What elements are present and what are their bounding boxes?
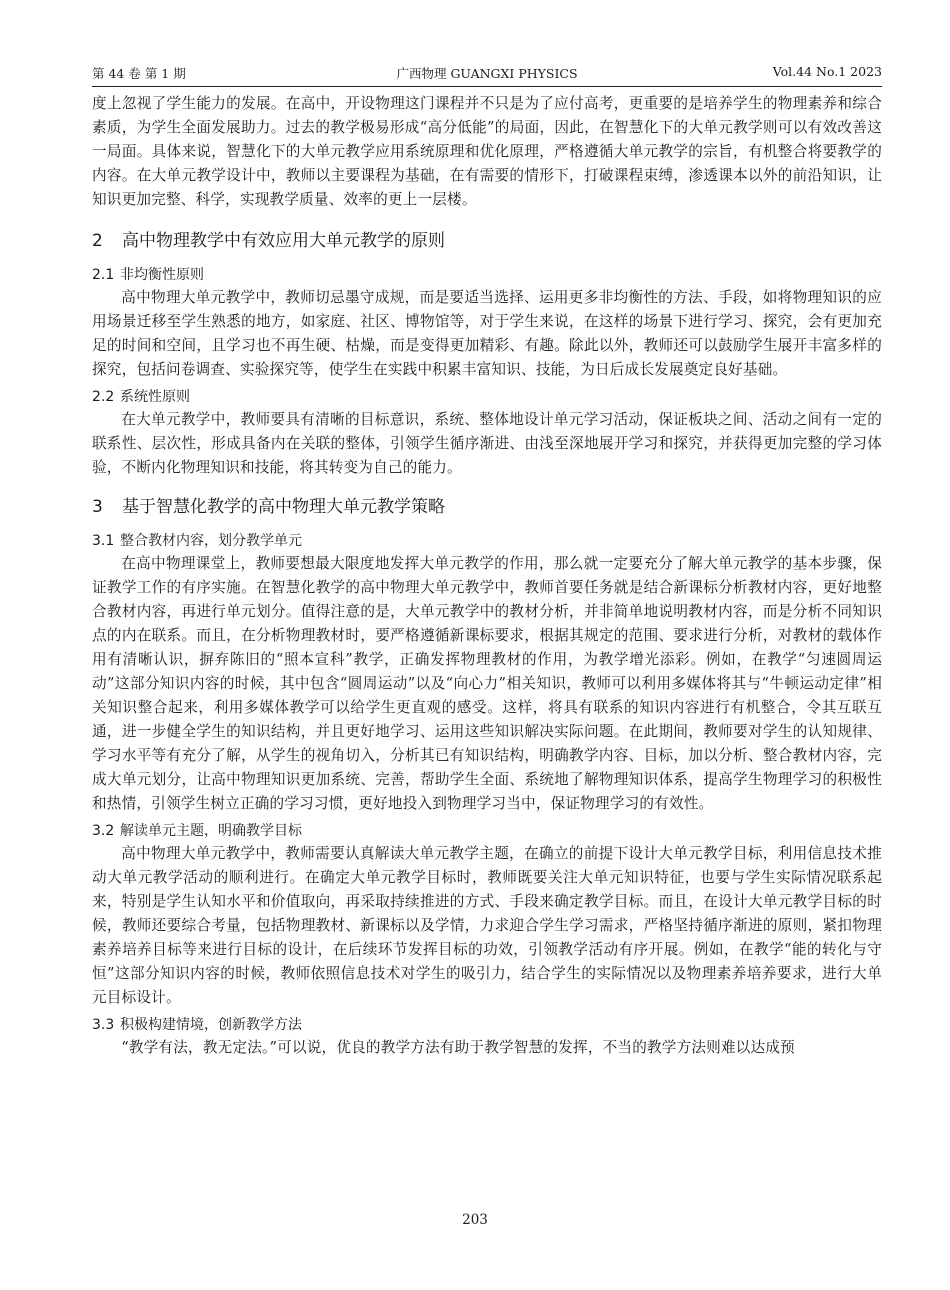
- paragraph-2-2: 在大单元教学中，教师要具有清晰的目标意识，系统、整体地设计单元学习活动，保证板块之间、活动之间有一定的联系性、层次性，形成具备内在关联的整体，引领学生循序渐进、由浅至深地展开学习和探究，并获得更加完整的学习体验，不断内化物理知识和技能，将其转变为自己的能力。: [92, 411, 882, 476]
- subsection-3-1-heading: [92, 530, 882, 552]
- subsection-title: 非均衡性原则: [120, 267, 204, 283]
- section-title: 基于智慧化教学的高中物理大单元教学策略: [122, 497, 445, 517]
- subsection-number: 2.1: [92, 267, 115, 283]
- subsection-number: 3.2: [92, 823, 115, 839]
- subsection-3-2-heading: [92, 820, 882, 842]
- journal-volume-issue: 第 44 卷 第 1 期: [92, 66, 186, 81]
- page-number: 203: [462, 1212, 488, 1228]
- running-header: [92, 60, 882, 87]
- subsection-2-2-heading: [92, 386, 882, 408]
- paragraph-3-2: 高中物理大单元教学中，教师需要认真解读大单元教学主题，在确立的前提下设计大单元教学目标，利用信息技术推动大单元教学活动的顺利进行。在确定大单元教学目标时，教师既要关注大单元知识特征，也要与学生实际情况联系起来，特别是学生认知水平和价值取向，再采取持续推进的方式、手段来确定教学目标。而且，在设计大单元教学目标的时候，教师还要综合考量，包括物理教材、新课标以及学情，力求迎合学生学习需求，严格坚持循序渐进的原则，紧扣物理素养培养目标等来进行目标的设计，在后续环节发挥目标的功效，引领教学活动有序开展。例如，在教学“能的转化与守恒”这部分知识内容的时候，教师依照信息技术对学生的吸引力，结合学生的实际情况以及物理素养培养要求，进行大单元目标设计。: [92, 845, 882, 1006]
- subsection-3-3-heading: [92, 1014, 882, 1036]
- section-title: 高中物理教学中有效应用大单元教学的原则: [122, 231, 445, 251]
- paragraph-3-1: 在高中物理课堂上，教师要想最大限度地发挥大单元教学的作用，那么就一定要充分了解大单元教学的基本步骤，保证教学工作的有序实施。在智慧化教学的高中物理大单元教学中，教师首要任务就是结合新课标分析教材内容，更好地整合教材内容，再进行单元划分。值得注意的是，大单元教学中的教材分析，并非简单地说明教材内容，而是分析不同知识点的内在联系。而且，在分析物理教材时，要严格遵循新课标要求，根据其规定的范围、要求进行分析，对教材的载体作用有清晰认识，摒弃陈旧的“照本宣科”教学，正确发挥物理教材的作用，为教学增光添彩。例如，在教学“匀速圆周运动”这部分知识内容的时候，其中包含“圆周运动”以及“向心力”相关知识，教师可以利用多媒体将其与“牛顿运动定律”相关知识整合起来，利用多媒体教学可以给学生更直观的感受。这样，将具有联系的知识内容进行有机整合，令其互联互通，进一步健全学生的知识结构，并且更好地学习、运用这些知识解决实际问题。在此期间，教师要对学生的认知规律、学习水平等有充分了解，从学生的视角切入，分析其已有知识结构，明确教学内容、目标，加以分析、整合教材内容，完成大单元划分，让高中物理知识更加系统、完善，帮助学生全面、系统地了解物理知识体系，提高学生物理学习的积极性和热情，引领学生树立正确的学习习惯，更好地投入到物理学习当中，保证物理学习的有效性。: [92, 555, 882, 812]
- section-number: 3: [92, 497, 103, 517]
- intro-paragraph: 度上忽视了学生能力的发展。在高中，开设物理这门课程并不只是为了应付高考，更重要的是培养学生的物理素养和综合素质，为学生全面发展助力。过去的教学极易形成“高分低能”的局面，因此，在智慧化下的大单元教学则可以有效改善这一局面。具体来说，智慧化下的大单元教学应用系统原理和优化原理，严格遵循大单元教学的宗旨，有机整合将要教学的内容。在大单元教学设计中，教师以主要课程为基础，在有需要的情形下，打破课程束缚，渗透课本以外的前沿知识，让知识更加完整、科学，实现教学质量、效率的更上一层楼。: [92, 95, 882, 208]
- subsection-title: 整合教材内容，划分教学单元: [120, 533, 302, 549]
- subsection-title: 积极构建情境，创新教学方法: [120, 1017, 302, 1033]
- subsection-number: 2.2: [92, 389, 115, 405]
- subsection-number: 3.3: [92, 1017, 115, 1033]
- section-number: 2: [92, 231, 103, 251]
- section-3-heading: [92, 494, 882, 520]
- subsection-number: 3.1: [92, 533, 115, 549]
- paragraph-2-1: 高中物理大单元教学中，教师切忌墨守成规，而是要适当选择、运用更多非均衡性的方法、手段，如将物理知识的应用场景迁移至学生熟悉的地方，如家庭、社区、博物馆等，对于学生来说，在这样的场景下进行学习、探究，会有更加充足的时间和空间，且学习也不再生硬、枯燥，而是变得更加精彩、有趣。除此以外，教师还可以鼓励学生展开丰富多样的探究，包括问卷调查、实验探究等，使学生在实践中积累丰富知识、技能，为日后成长发展奠定良好基础。: [92, 289, 882, 378]
- journal-title: 广西物理 GUANGXI PHYSICS: [396, 66, 578, 81]
- subsection-title: 系统性原则: [120, 389, 190, 405]
- subsection-title: 解读单元主题，明确教学目标: [120, 823, 302, 839]
- journal-volume-issue-en: Vol.44 No.1 2023: [772, 64, 882, 79]
- article-body: [92, 92, 882, 1060]
- section-2-heading: [92, 228, 882, 254]
- paragraph-3-3: “教学有法，教无定法。”可以说，优良的教学方法有助于教学智慧的发挥，不当的教学方法则难以达成预: [121, 1039, 795, 1056]
- subsection-2-1-heading: [92, 264, 882, 286]
